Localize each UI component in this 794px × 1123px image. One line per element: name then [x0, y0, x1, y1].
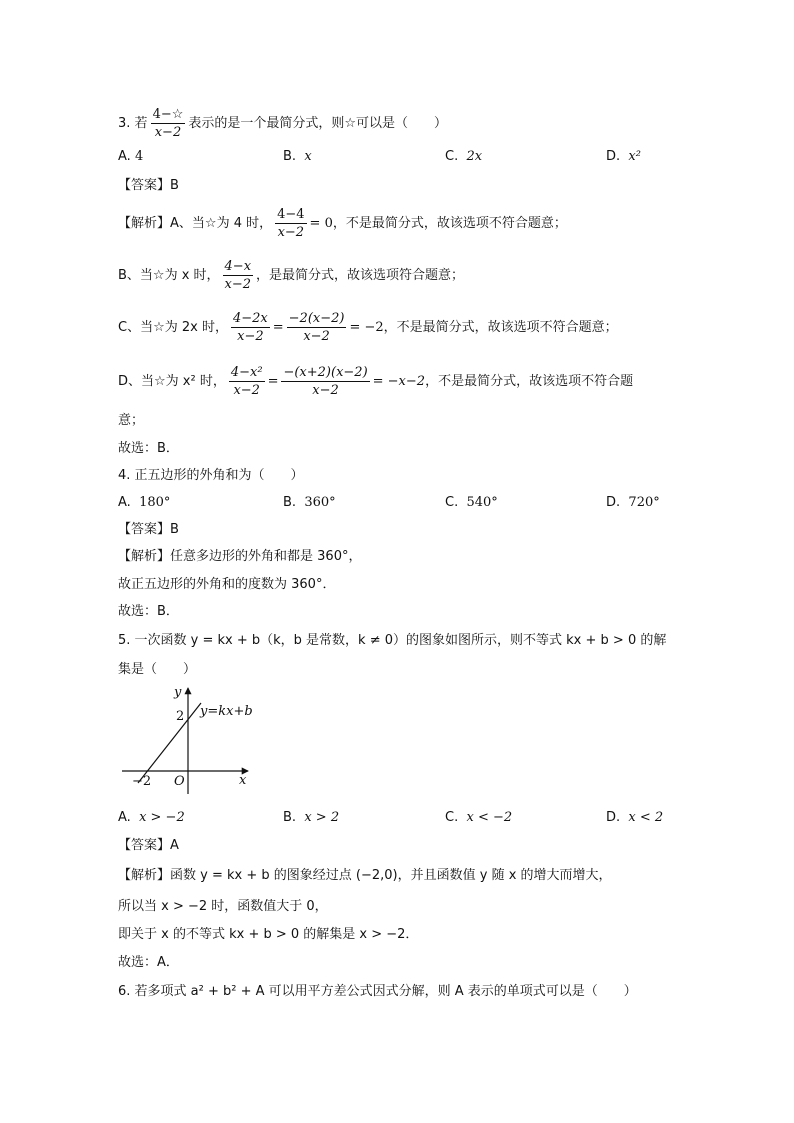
- q5-line-label: y=kx+b: [200, 704, 253, 719]
- q4-option-d: [606, 494, 660, 512]
- q4-answer-value: B: [170, 522, 179, 537]
- q4-conclusion: 故选：B．: [118, 604, 179, 619]
- q3-frac-num: 4−☆: [152, 107, 184, 122]
- q4-analysis-1: [118, 548, 361, 566]
- q3-option-d-label: D.: [606, 149, 621, 164]
- q5-option-c-value: x < −2: [466, 810, 513, 825]
- q5-analysis-tag: 【解析】: [118, 868, 171, 883]
- q3-d-tail: ，不是最简分式，故该选项不符合题: [425, 374, 634, 389]
- q3-d-frac1-num: 4−x²: [230, 365, 263, 380]
- q4-stem: 4. 正五边形的外角和为（ ）: [118, 468, 304, 483]
- q3-b-frac-num: 4−x: [224, 259, 252, 274]
- q5-analysis-1: [118, 867, 612, 885]
- q3-c-tail: ，不是最简分式，故该选项不符合题意；: [383, 320, 618, 335]
- q3-d-equals: = −x−2: [372, 374, 426, 389]
- q3-conclusion: 故选：B．: [118, 441, 179, 456]
- q3-tail: 表示的是一个最简分式，则☆可以是（ ）: [188, 116, 448, 131]
- q5-option-d-value: x < 2: [628, 810, 664, 825]
- q5-analysis-1-text: 函数 y = kx + b 的图象经过点 (−2,0)，并且函数值 y 随 x 的增大而增大，: [170, 868, 612, 883]
- q4-option-c: [445, 494, 498, 512]
- q3-b-tail: ，是最简分式，故该选项符合题意；: [256, 268, 465, 283]
- q3-option-a-value: 4: [134, 149, 144, 164]
- q5-origin-label: O: [174, 774, 185, 789]
- q5-option-b: [283, 809, 339, 827]
- q4-analysis-2: 故正五边形的外角和的度数为 360°．: [118, 577, 336, 592]
- q5-option-d: [606, 809, 663, 827]
- q5-analysis-2: 所以当 x > −2 时，函数值大于 0，: [118, 899, 328, 914]
- q5-stem-line-1: 5. 一次函数 y = kx + b（k，b 是常数，k ≠ 0）的图象如图所示，则不等式 kx + b > 0 的解: [118, 633, 667, 648]
- q3-fraction: [151, 106, 186, 141]
- q6-stem: 6. 若多项式 a² + b² + A 可以用平方差公式因式分解，则 A 表示的单项式可以是（ ）: [118, 984, 637, 999]
- q4-option-c-value: 540°: [466, 495, 498, 510]
- q4-option-a: [118, 494, 170, 512]
- q3-b-frac-den: x−2: [224, 277, 252, 292]
- q5-option-a-label: A.: [118, 810, 131, 825]
- q3-option-b-value: x: [304, 149, 312, 164]
- q4-analysis-tag: 【解析】: [118, 549, 171, 564]
- q3-c-fraction-1: [231, 310, 270, 345]
- q3-d-frac1-den: x−2: [229, 381, 265, 399]
- q4-option-b-value: 360°: [304, 495, 336, 510]
- q3-option-b: [283, 148, 312, 166]
- q3-lead: 若: [134, 116, 148, 131]
- q3-c-equals: = −2: [349, 320, 384, 335]
- q3-d-frac2-num: −(x+2)(x−2): [283, 365, 368, 380]
- q3-answer-tag: 【答案】: [118, 178, 171, 193]
- q5-y-axis-label: y: [174, 685, 182, 700]
- q3-option-a-label: A.: [118, 149, 131, 164]
- q4-option-c-label: C.: [445, 495, 459, 510]
- q5-option-a: [118, 809, 185, 827]
- q3-answer: [118, 177, 179, 195]
- q3-d-fraction-2: [281, 364, 369, 399]
- q4-option-a-label: A.: [118, 495, 131, 510]
- q3-b-fraction: [223, 258, 254, 293]
- q5-conclusion: 故选：A．: [118, 955, 179, 970]
- q5-answer: [118, 837, 179, 855]
- q4-option-a-value: 180°: [139, 495, 171, 510]
- q3-frac-den: x−2: [151, 123, 186, 141]
- q3-c-fraction-2: [287, 310, 347, 345]
- q3-analysis-d: D、当☆为 x² 时， $\frac{\text{4−x²}}{x-2}$ = $\frac{-(x+2)(x-2)}{x-2}$ = −x−2，不是最简分式，故该选项不符合题: [118, 365, 634, 398]
- q3-option-d: [606, 148, 641, 166]
- q4-option-b-label: B.: [283, 495, 297, 510]
- q4-answer-tag: 【答案】: [118, 522, 171, 537]
- q3-c-frac1-den: x−2: [231, 327, 270, 345]
- q4-analysis-1-text: 任意多边形的外角和都是 360°，: [170, 549, 362, 564]
- q3-option-c-label: C.: [445, 149, 459, 164]
- q4-option-d-value: 720°: [628, 495, 660, 510]
- q3-number: 3.: [118, 116, 131, 131]
- q3-b-prefix: B、当☆为 x 时，: [118, 268, 220, 283]
- q3-a-fraction: [275, 206, 306, 241]
- q5-answer-value: A: [170, 838, 179, 853]
- q5-graph: [118, 684, 258, 796]
- q3-a-prefix: A、当☆为 4 时，: [170, 216, 273, 231]
- q3-a-frac-num: 4−4: [277, 207, 305, 222]
- q5-y-intercept-label: 2: [176, 709, 185, 724]
- q3-option-c-value: 2x: [466, 149, 483, 164]
- q3-analysis-tag: 【解析】: [118, 216, 171, 231]
- q3-analysis-d-cont: 意；: [118, 413, 145, 428]
- q3-c-frac1-num: 4−2x: [232, 311, 268, 326]
- q3-c-prefix: C、当☆为 2x 时，: [118, 320, 228, 335]
- q5-option-d-label: D.: [606, 810, 621, 825]
- q5-answer-tag: 【答案】: [118, 838, 171, 853]
- q3-d-fraction-1: [229, 364, 265, 399]
- q3-analysis-c: C、当☆为 2x 时， $\frac{4-2x}{x-2}$ = $\frac{-2(x-2)}{x-2}$ = −2，不是最简分式，故该选项不符合题意；: [118, 311, 618, 344]
- q4-option-b: [283, 494, 336, 512]
- q5-option-a-value: x > −2: [139, 810, 185, 825]
- q3-d-prefix: D、当☆为 x² 时，: [118, 374, 226, 389]
- q5-option-b-value: x > 2: [304, 810, 340, 825]
- q3-option-a: [118, 148, 143, 166]
- q5-x-axis-label: x: [239, 773, 247, 788]
- q3-stem: [118, 106, 447, 141]
- q4-answer: [118, 521, 179, 539]
- q3-a-frac-den: x−2: [275, 223, 306, 241]
- q5-option-c-label: C.: [445, 810, 459, 825]
- q5-x-intercept-label: −2: [132, 774, 152, 789]
- q5-stem-line-2: 集是（ ）: [118, 662, 197, 677]
- q3-answer-value: B: [170, 178, 179, 193]
- q3-c-frac2-num: −2(x−2): [288, 311, 345, 326]
- q3-option-b-label: B.: [283, 149, 297, 164]
- q5-option-c: [445, 809, 512, 827]
- q3-analysis-a: [118, 206, 567, 241]
- q3-c-frac2-den: x−2: [287, 327, 347, 345]
- q3-d-frac2-den: x−2: [281, 381, 369, 399]
- q3-option-d-value: x²: [628, 149, 641, 164]
- q5-analysis-3: 即关于 x 的不等式 kx + b > 0 的解集是 x > −2．: [118, 927, 419, 942]
- q3-a-equals: = 0: [309, 216, 333, 231]
- q4-option-d-label: D.: [606, 495, 621, 510]
- q5-option-b-label: B.: [283, 810, 297, 825]
- q3-a-tail: ，不是最简分式，故该选项不符合题意；: [332, 216, 567, 231]
- q3-option-c: [445, 148, 482, 166]
- q3-analysis-b: [118, 258, 464, 293]
